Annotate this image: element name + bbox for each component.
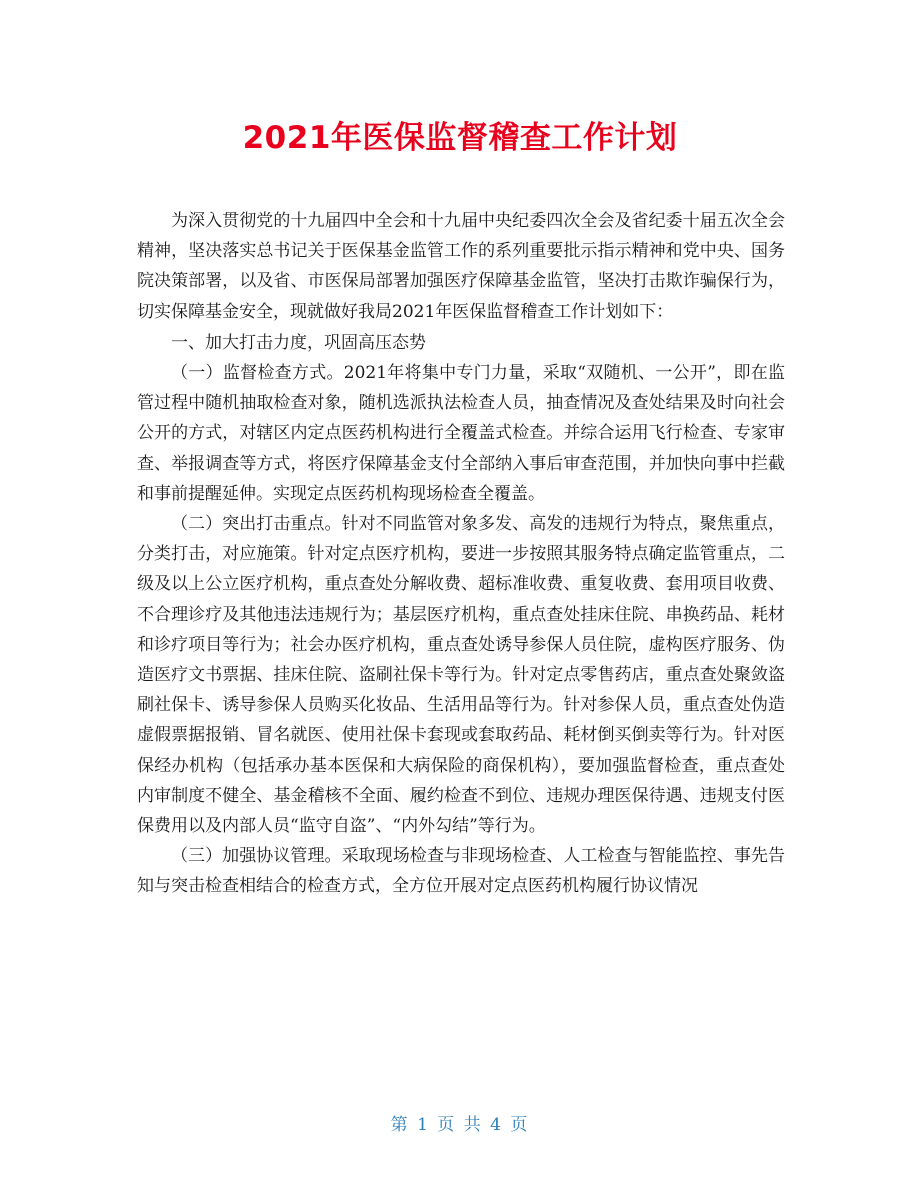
section-heading-1: 一、加大打击力度，巩固高压态势 <box>171 332 426 353</box>
page-number-footer: 第 1 页 共 4 页 <box>390 1115 530 1135</box>
paragraph-key-targets: （二）突出打击重点。针对不同监管对象多发、高发的违规行为特点，聚焦重点，分类打击，对应施策。针对定点医疗机构，要进一步按照其服务特点确定监管重点，二级及以上公立医疗机构，重点查处分解收费、超标准收费、重复收费、套用项目收费、不合理诊疗及其他违法违规行为；基层医疗机构，重点查处挂床住院、串换药品、耗材和诊疗项目等行为；社会办医疗机构，重点查处诱导参保人员住院，虚构医疗服务、伪造医疗文书票据、挂床住院、盗刷社保卡等行为。针对定点零售药店，重点查处聚敛盗刷社保卡、诱导参保人员购买化妆品、生活用品等行为。针对参保人员，重点查处伪造虚假票据报销、冒名就医、使用社保卡套现或套取药品、耗材倒买倒卖等行为。针对医保经办机构（包括承办基本医保和大病保险的商保机构），要加强监督检查，重点查处内审制度不健全、基金稽核不全面、履约检查不到位、违规办理医保待遇、违规支付医保费用以及内部人员“监守自盗”、“内外勾结”等行为。 <box>137 514 785 837</box>
document-body <box>137 206 785 902</box>
paragraph-agreement-management: （三）加强协议管理。采取现场检查与非现场检查、人工检查与智能监控、事先告知与突击检查相结合的检查方式，全方位开展对定点医药机构履行协议情况 <box>137 846 785 897</box>
intro-paragraph: 为深入贯彻党的十九届四中全会和十九届中央纪委四次全会及省纪委十届五次全会精神，坚决落实总书记关于医保基金监管工作的系列重要批示指示精神和党中央、国务院决策部署，以及省、市医保局部署加强医疗保障基金监管，坚决打击欺诈骗保行为，切实保障基金安全，现就做好我局2021年医保监督稽查工作计划如下： <box>137 211 785 322</box>
document-title: 2021年医保监督稽查工作计划 <box>242 120 678 156</box>
paragraph-supervision-method: （一）监督检查方式。2021年将集中专门力量，采取“双随机、一公开”，即在监管过程中随机抽取检查对象，随机选派执法检查人员，抽查情况及查处结果及时向社会公开的方式，对辖区内定点医药机构进行全覆盖式检查。并综合运用飞行检查、专家审查、举报调查等方式，将医疗保障基金支付全部纳入事后审查范围，并加快向事中拦截和事前提醒延伸。实现定点医药机构现场检查全覆盖。 <box>137 363 785 504</box>
